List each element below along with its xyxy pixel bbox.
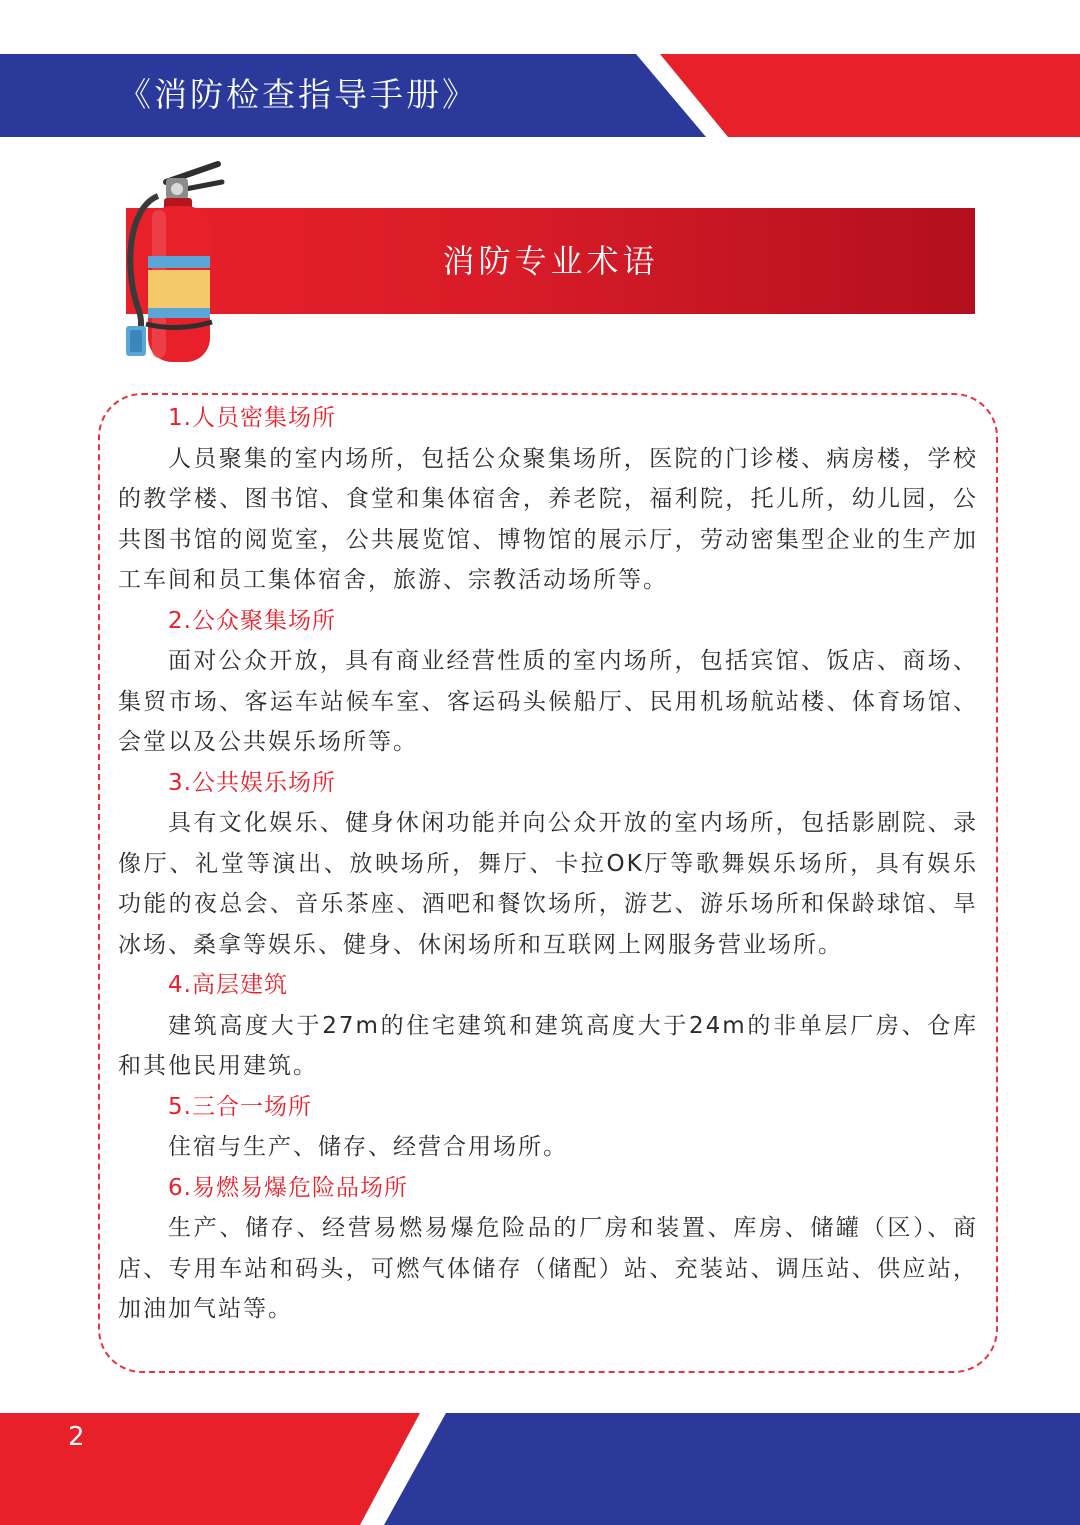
footer-band-graphic xyxy=(0,1413,1080,1525)
page-number: 2 xyxy=(68,1422,85,1452)
term-heading: 3.公共娱乐场所 xyxy=(168,769,336,796)
term-item xyxy=(118,763,978,966)
term-body: 住宿与生产、储存、经营合用场所。 xyxy=(168,1134,568,1160)
fire-extinguisher-icon xyxy=(118,158,238,368)
term-body: 生产、储存、经营易燃易爆危险品的厂房和装置、库房、储罐（区）、商店、专用车站和码头，可燃气体储存（储配）站、充装站、调压站、供应站，加油加气站等。 xyxy=(118,1215,978,1322)
section-banner xyxy=(126,208,975,314)
term-heading: 5.三合一场所 xyxy=(168,1093,312,1120)
term-body: 建筑高度大于27m的住宅建筑和建筑高度大于24m的非单层厂房、仓库和其他民用建筑。 xyxy=(118,1012,978,1079)
term-heading: 6.易燃易爆危险品场所 xyxy=(168,1174,408,1201)
manual-title: 《消防检查指导手册》 xyxy=(118,75,478,114)
term-body: 面对公众开放，具有商业经营性质的室内场所，包括宾馆、饭店、商场、集贸市场、客运车站候车室、客运码头候船厅、民用机场航站楼、体育场馆、会堂以及公共娱乐场所等。 xyxy=(118,648,978,755)
term-item xyxy=(118,601,978,763)
section-title: 消防专业术语 xyxy=(442,242,659,280)
footer-band xyxy=(0,1413,1080,1525)
term-heading: 2.公众聚集场所 xyxy=(168,607,336,634)
term-item xyxy=(118,398,978,601)
term-body: 人员聚集的室内场所，包括公众聚集场所，医院的门诊楼、病房楼，学校的教学楼、图书馆、食堂和集体宿舍，养老院，福利院，托儿所，幼儿园，公共图书馆的阅览室，公共展览馆、博物馆的展示厅，劳动密集型企业的生产加工车间和员工集体宿舍，旅游、宗教活动场所等。 xyxy=(118,445,978,593)
term-heading: 4.高层建筑 xyxy=(168,972,288,998)
term-item xyxy=(118,965,978,1087)
term-item xyxy=(118,1087,978,1168)
term-item xyxy=(118,1168,978,1330)
term-body: 具有文化娱乐、健身休闲功能并向公众开放的室内场所，包括影剧院、录像厅、礼堂等演出、放映场所，舞厅、卡拉OK厅等歌舞娱乐场所，具有娱乐功能的夜总会、音乐茶座、酒吧和餐饮场所，游艺、游乐场所和保龄球馆、旱冰场、桑拿等娱乐、健身、休闲场所和互联网上网服务营业场所。 xyxy=(118,810,978,958)
term-heading: 1.人员密集场所 xyxy=(168,405,336,431)
terms-list xyxy=(118,398,978,1330)
